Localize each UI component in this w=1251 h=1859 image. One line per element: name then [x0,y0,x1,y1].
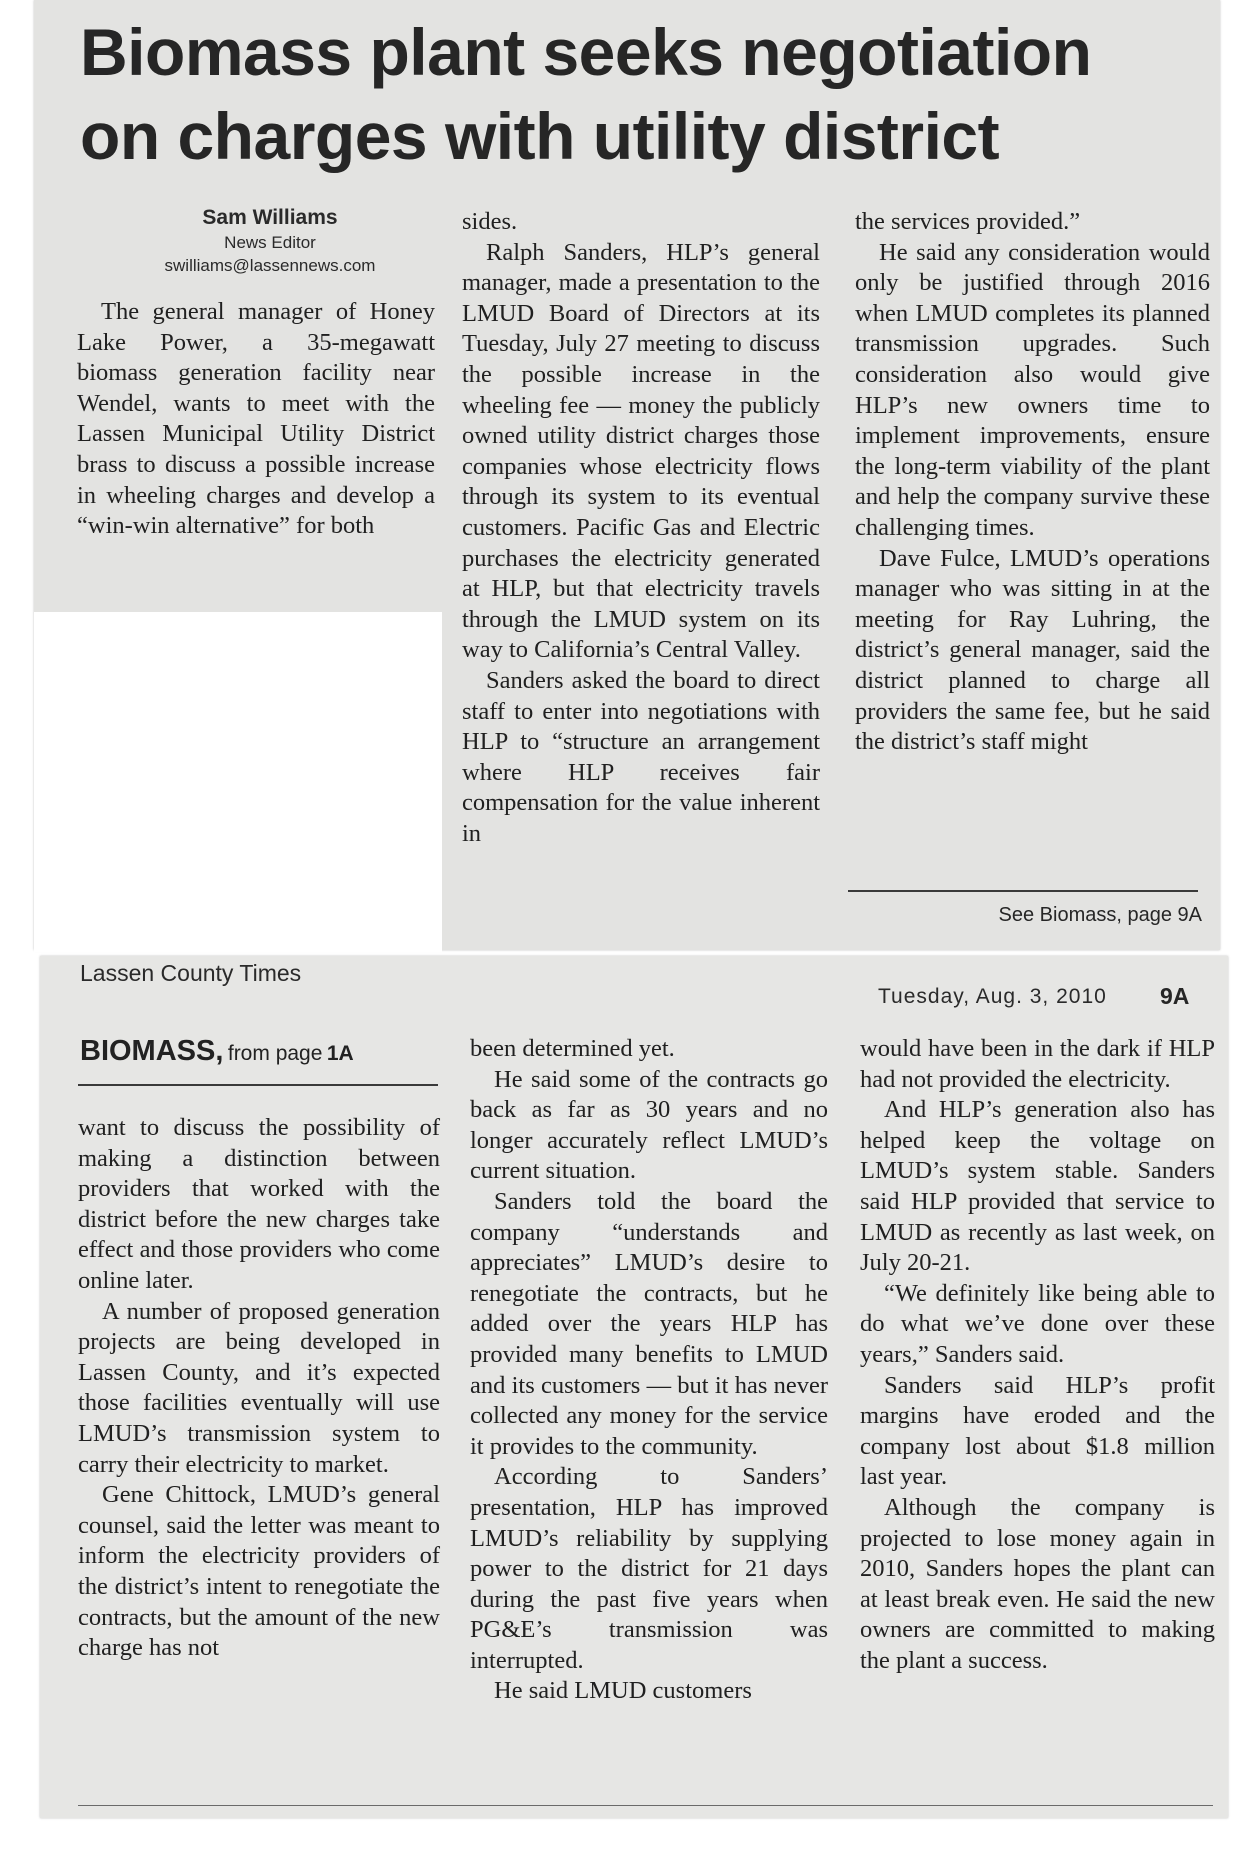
headline [80,10,1230,178]
jump-keyword: BIOMASS, [80,1035,224,1067]
page-date: Tuesday, Aug. 3, 2010 [878,985,1107,1008]
paragraph: The general manager of Honey Lake Power, a 35-megawatt biomass generation facility near Wendel, wants to meet with the Lassen Municipal Utility District brass to discuss a possible increase in wheeling charges and develop a “win-win alternative” for both [77,298,435,540]
author-name: Sam Williams [202,206,338,229]
jump-from-page: 1A [326,1042,354,1065]
paragraph: Sanders told the board the company “understands and appreciates” LMUD’s desire to renegotiate the contracts, but he added over the years HLP has provided many benefits to LMUD and its customers — but it has never collected any money for the service it provides to the community. [470,1187,828,1460]
paragraph: Ralph Sanders, HLP’s general manager, made a presentation to the LMUD Board of Directors at its Tuesday, July 27 meeting to discuss the possible increase in the wheeling fee — money the publicly owned utility district charges those companies whose electricity flows through its system to its eventual customers. Pacific Gas and Electric purchases the electricity generated at HLP, but that electricity travels through the LMUD system on its way to California’s Central Valley. [462,238,820,664]
byline [120,204,420,278]
paragraph: Although the company is projected to lose money again in 2010, Sanders hopes the plant can at least break even. He said the new owners are committed to making the plant a success. [860,1493,1215,1674]
inside-column-2 [470,1034,828,1707]
paragraph: Gene Chittock, LMUD’s general counsel, said the letter was meant to inform the electricity providers of the district’s intent to renegotiate the contracts, but the amount of the new charge has not [78,1481,440,1662]
paragraph: According to Sanders’ presentation, HLP has improved LMUD’s reliability by supplying power to the district for 21 days during the past five years when PG&E’s transmission was interrupted. [470,1463,828,1674]
paragraph: And HLP’s generation also has helped keep the voltage on LMUD’s system stable. Sanders said HLP provided that service to LMUD as recently as last week, on July 20-21. [860,1096,1215,1277]
headline-line-1: Biomass plant seeks negotiation [80,15,1092,89]
paragraph: He said some of the contracts go back as far as 30 years and no longer accurately reflect LMUD’s current situation. [470,1065,828,1185]
paragraph: Sanders asked the board to direct staff to enter into negotiations with HLP to “structure an arrangement where HLP receives fair compensation for the value inherent in [462,666,820,847]
bottom-rule [78,1805,1213,1806]
author-email: swilliams@lassennews.com [164,256,376,275]
paragraph: He said LMUD customers [494,1677,752,1705]
front-column-1 [77,297,435,542]
jump-rule [848,890,1198,892]
page-number: 9A [1160,983,1190,1009]
jump-label: See Biomass, page 9A [998,904,1202,926]
paragraph: sides. [462,208,518,235]
paragraph: would have been in the dark if HLP had not provided the electricity. [860,1035,1215,1093]
paragraph: He said any consideration would only be justified through 2016 when LMUD completes its planned transmission upgrades. Such consideration also would give HLP’s new owners time to implement improvements, ensure the long-term viability of the plant and help the company survive these challenging times. [855,238,1210,541]
paragraph: Sanders said HLP’s profit margins have eroded and the company lost about $1.8 million last year. [860,1371,1215,1491]
clipping-cutout [34,612,442,952]
paragraph: Dave Fulce, LMUD’s operations manager who was sitting in at the meeting for Ray Luhring, the district’s general manager, said the district planned to charge all providers the same fee, but he said the district’s staff might [855,544,1210,756]
front-column-3 [855,207,1210,758]
newspaper-name: Lassen County Times [80,960,302,986]
inside-column-3 [860,1034,1215,1676]
inside-column-1 [78,1113,440,1664]
paragraph: the services provided.” [855,208,1081,235]
paragraph: been determined yet. [470,1035,675,1062]
jump-from-text: from page [227,1042,323,1065]
paragraph: “We definitely like being able to do what we’ve done over these years,” Sanders said. [860,1279,1215,1368]
author-role: News Editor [224,233,316,252]
paragraph: A number of proposed generation projects are being developed in Lassen County, and it’s expected those facilities eventually will use LMUD’s transmission system to carry their electricity to market. [78,1297,440,1478]
headline-line-2: on charges with utility district [80,99,1000,173]
front-column-2 [462,207,820,849]
jump-head [80,1035,354,1068]
jump-head-rule [78,1084,438,1086]
paragraph: want to discuss the possibility of making a distinction between providers that worked with the district before the new charges take effect and those providers who come online later. [78,1114,440,1294]
